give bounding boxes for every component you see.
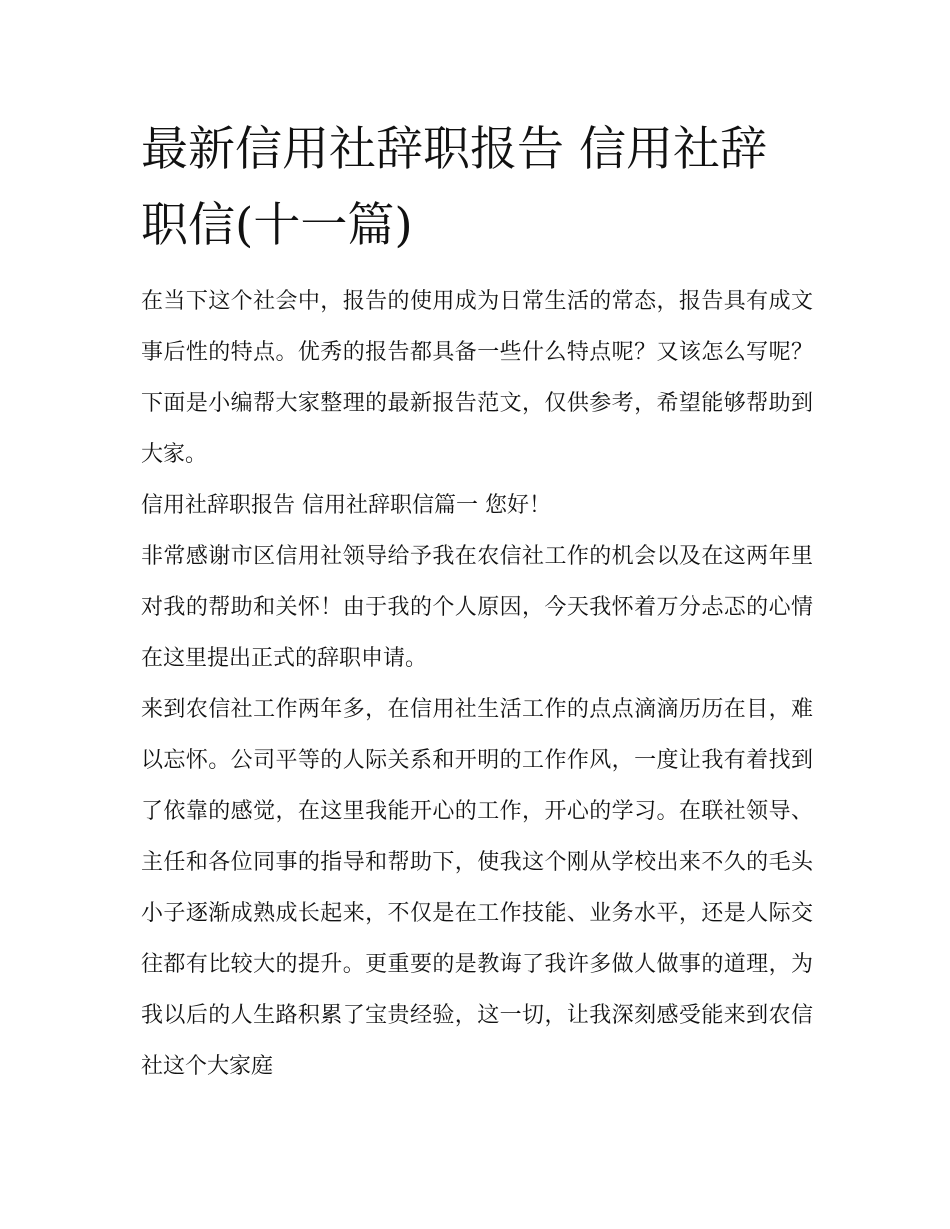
section-heading-paragraph: 信用社辞职报告 信用社辞职信篇一 您好！ bbox=[141, 493, 551, 518]
document-title: 最新信用社辞职报告 信用社辞职信(十一篇) bbox=[141, 122, 767, 253]
body-paragraph: 非常感谢市区信用社领导给予我在农信社工作的机会以及在这两年里对我的帮助和关怀！由于我的个人原因，今天我怀着万分忐忑的心情在这里提出正式的辞职申请。 bbox=[141, 544, 813, 671]
intro-paragraph: 在当下这个社会中，报告的使用成为日常生活的常态，报告具有成文事后性的特点。优秀的报告都具备一些什么特点呢？又该怎么写呢？下面是小编帮大家整理的最新报告范文，仅供参考，希望能够帮助到大家。 bbox=[141, 289, 813, 467]
body-paragraph: 来到农信社工作两年多，在信用社生活工作的点点滴滴历历在目，难以忘怀。公司平等的人际关系和开明的工作作风，一度让我有着找到了依靠的感觉，在这里我能开心的工作，开心的学习。在联社领导、主任和各位同事的指导和帮助下，使我这个刚从学校出来不久的毛头小子逐渐成熟成长起来，不仅是在工作技能、业务水平，还是人际交往都有比较大的提升。更重要的是教诲了我许多做人做事的道理，为我以后的人生路积累了宝贵经验，这一切，让我深刻感受能来到农信社这个大家庭 bbox=[141, 697, 813, 1079]
document-body bbox=[141, 112, 813, 1092]
